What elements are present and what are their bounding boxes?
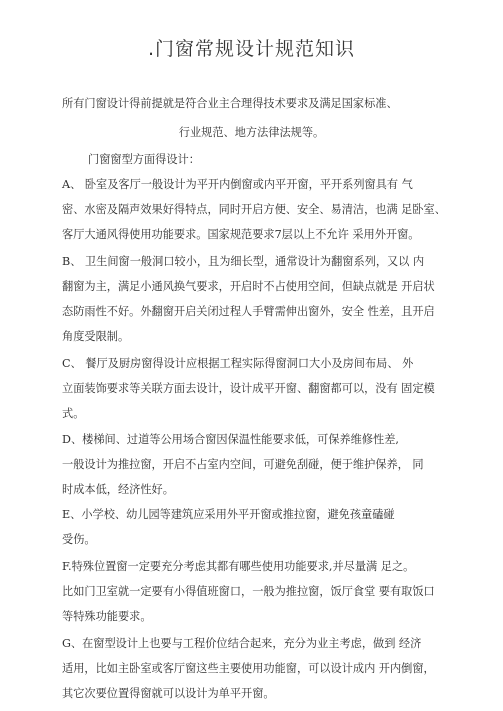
paragraph-line: 式。	[62, 407, 85, 420]
page-title: .门窗常规设计规范知识	[147, 38, 356, 60]
paragraph-line: 时成本低，经济性好。	[62, 483, 174, 496]
paragraph-line: B、 卫生间窗一般洞口较小，且为细长型，通常设计为翻窗系列，又以 内	[62, 255, 425, 268]
paragraph-line: 其它次要位置得窗就可以设计为单平开窗。	[62, 687, 275, 700]
paragraph-line: 态防雨性不好。外翻窗开启关闭过程人手臂需伸出窗外，安全 性差，且开启	[62, 305, 435, 318]
paragraph-line: 密、水密及隔声效果好得特点，同时开启方便、安全、易清洁，也满 足卧室、	[62, 203, 446, 216]
paragraph-line: F.特殊位置窗一定要充分考虑其都有哪些使用功能要求,并尽量满 足之。	[62, 560, 415, 573]
paragraph-line: D、楼梯间、过道等公用场合窗因保温性能要求低，可保养维修性差,	[62, 433, 399, 446]
paragraph-line: G、在窗型设计上也要与工程价位结合起来，充分为业主考虑，做到 经济	[62, 637, 422, 650]
paragraph-line: 适用，比如主卧室或客厅窗这些主要使用功能窗，可以设计成内 开内倒窗，	[62, 662, 435, 675]
paragraph-line: 立面装饰要求等关联方面去设计，设计成平开窗、翻窗都可以，没有 固定模	[62, 382, 435, 395]
paragraph-line: 翻窗为主，满足小通风换气要求，开启时不占使用空间，但缺点就是 开启状	[62, 280, 435, 293]
paragraph-line: A、 卧室及客厅一般设计为平开内倒窗或内平开窗，平开系列窗具有 气	[62, 178, 413, 191]
paragraph-line: E、小学校、幼儿园等建筑应采用外平开窗或推拉窗，避免孩童磕碰	[62, 508, 395, 521]
paragraph-line: 角度受限制。	[62, 330, 130, 343]
section-heading: 门窗窗型方面得设计：	[88, 153, 200, 166]
paragraph-line: 受伤。	[62, 533, 96, 546]
paragraph-line: 比如门卫室就一定要有小得值班窗口，一般为推拉窗，饭厅食堂 要有取饭口	[62, 585, 435, 598]
paragraph-line: C、 餐厅及厨房窗得设计应根据工程实际得窗洞口大小及房间布局、 外	[62, 357, 414, 370]
paragraph-line: 一般设计为推拉窗，开启不占室内空间，可避免刮碰，便于维护保养， 同	[62, 458, 424, 471]
paragraph-line: 客厅大通风得使用功能要求。国家规范要求7层以上不允许 采用外开窗。	[62, 228, 420, 241]
paragraph-line: 等特殊功能要求。	[62, 610, 152, 623]
paragraph-line: 所有门窗设计得前提就是符合业主合理得技术要求及满足国家标准、	[62, 97, 398, 110]
paragraph-line: 行业规范、地方法律法规等。	[178, 126, 325, 139]
